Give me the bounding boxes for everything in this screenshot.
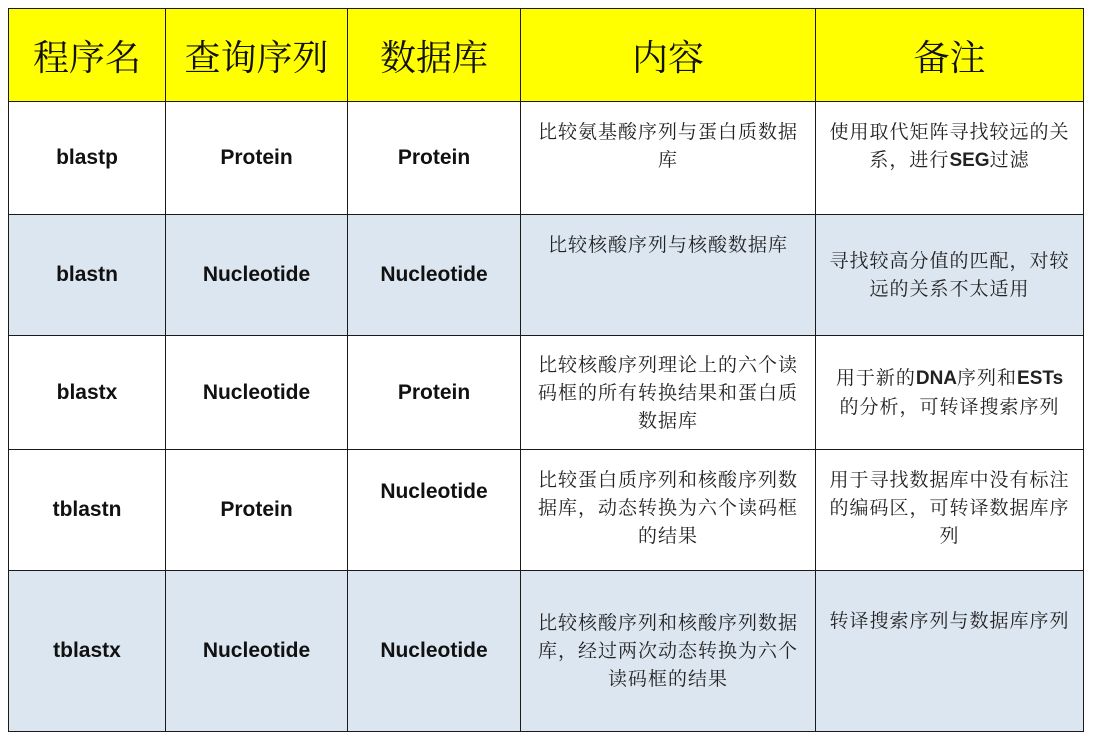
header-query: 查询序列 xyxy=(166,9,348,102)
blast-programs-table-container xyxy=(8,8,1084,732)
query-cell: Protein xyxy=(166,450,348,571)
database-cell: Protein xyxy=(348,336,521,450)
program-cell: blastp xyxy=(9,102,166,215)
note-segment: 的分析，可转译搜索序列 xyxy=(839,396,1060,418)
note-segment: 用于新的 xyxy=(835,367,916,389)
note-term: ESTs xyxy=(1017,368,1064,389)
database-cell xyxy=(348,450,521,571)
database-cell: Nucleotide xyxy=(348,571,521,732)
program-cell: blastx xyxy=(9,336,166,450)
note-text: 用于寻找数据库中没有标注的编码区，可转译数据库序列 xyxy=(829,469,1070,547)
header-note: 备注 xyxy=(816,9,1084,102)
program-cell: tblastn xyxy=(9,450,166,571)
note-cell xyxy=(816,215,1084,336)
blast-programs-table xyxy=(8,8,1084,732)
note-text: 寻找较高分值的匹配，对较远的关系不太适用 xyxy=(829,250,1070,300)
note-cell xyxy=(816,336,1084,450)
query-cell: Protein xyxy=(166,102,348,215)
table-row xyxy=(9,336,1084,450)
table-row xyxy=(9,450,1084,571)
query-cell: Nucleotide xyxy=(166,571,348,732)
content-cell xyxy=(521,102,816,215)
note-text: 转译搜索序列与数据库序列 xyxy=(829,610,1070,632)
note-segment: 序列和 xyxy=(957,367,1018,389)
content-text: 比较核酸序列与核酸数据库 xyxy=(547,234,788,256)
program-cell: tblastx xyxy=(9,571,166,732)
content-text: 比较氨基酸序列与蛋白质数据库 xyxy=(537,121,798,171)
database-text: Nucleotide xyxy=(380,480,488,503)
note-cell xyxy=(816,571,1084,732)
database-cell: Protein xyxy=(348,102,521,215)
header-program: 程序名 xyxy=(9,9,166,102)
program-cell: blastn xyxy=(9,215,166,336)
note-term: DNA xyxy=(915,368,958,389)
header-content: 内容 xyxy=(521,9,816,102)
database-cell: Nucleotide xyxy=(348,215,521,336)
content-cell xyxy=(521,571,816,732)
query-cell: Nucleotide xyxy=(166,215,348,336)
content-text: 比较核酸序列和核酸序列数据库，经过两次动态转换为六个读码框的结果 xyxy=(537,612,798,690)
table-row xyxy=(9,571,1084,732)
note-cell xyxy=(816,450,1084,571)
header-row xyxy=(9,9,1084,102)
query-cell: Nucleotide xyxy=(166,336,348,450)
content-cell xyxy=(521,215,816,336)
note-cell xyxy=(816,102,1084,215)
content-cell xyxy=(521,336,816,450)
note-text xyxy=(826,102,1073,175)
table-row xyxy=(9,102,1084,215)
note-segment: 使用取代矩阵寻找较远的关系，进行 xyxy=(829,121,1070,171)
note-segment: 过滤 xyxy=(989,149,1030,171)
content-text: 比较蛋白质序列和核酸序列数据库，动态转换为六个读码框的结果 xyxy=(537,469,798,547)
note-text xyxy=(826,364,1073,421)
note-term: SEG xyxy=(949,150,990,171)
content-cell xyxy=(521,450,816,571)
header-database: 数据库 xyxy=(348,9,521,102)
content-text: 比较核酸序列理论上的六个读码框的所有转换结果和蛋白质数据库 xyxy=(537,353,798,432)
table-row xyxy=(9,215,1084,336)
